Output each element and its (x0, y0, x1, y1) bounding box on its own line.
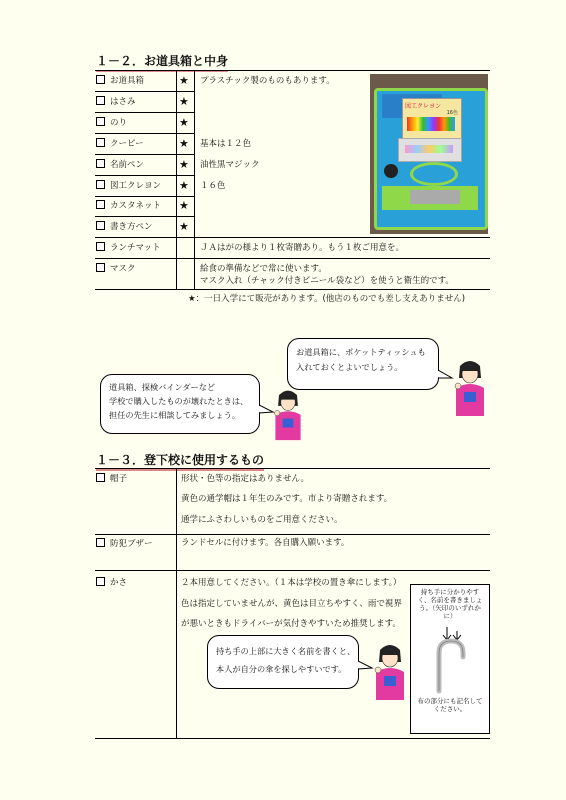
star-mark: ★ (179, 199, 189, 212)
star-mark: ★ (179, 220, 189, 233)
teacher-illustration (450, 358, 490, 416)
table-row (96, 138, 144, 150)
table-row (96, 221, 153, 233)
speech-bubble-umbrella (207, 635, 359, 689)
item-note: 黄色の通学帽は１年生のみです。市より寄贈されます。 (181, 494, 393, 504)
item-note: 給食の準備などで常に使います。 (200, 264, 327, 274)
umbrella-naming-diagram (410, 584, 490, 734)
table-row (96, 263, 136, 275)
star-mark: ★ (179, 95, 189, 108)
table-row (96, 180, 161, 192)
star-mark: ★ (179, 158, 189, 171)
umbrella-instruction-bottom: 布の部分にも記名してください。 (417, 697, 483, 713)
item-label: 防犯ブザー (110, 539, 153, 549)
teacher-illustration (370, 642, 410, 700)
table-row (96, 200, 161, 212)
item-label: 書き方ペン (110, 222, 153, 232)
item-label: 帽子 (110, 474, 128, 484)
item-label: のり (110, 118, 128, 128)
item-note: 通学にふさわしいものをご用意ください。 (181, 515, 343, 525)
item-label: マスク (110, 264, 136, 274)
table-row (96, 473, 127, 485)
item-note: 色は指定していませんが、黄色は目立ちやすく、雨で視界 (181, 599, 402, 609)
item-note: マスク入れ（チャック付きビニール袋など）を使うと衛生的です。 (200, 276, 454, 286)
item-note: 形状・色等の指定はありません。 (181, 474, 310, 484)
table-row (96, 159, 144, 171)
crayon-box-label: 図工クレヨン (405, 103, 442, 110)
item-label: 名前ペン (110, 160, 145, 170)
item-note: １６色 (200, 181, 226, 191)
bubble-text: 持ち手の上部に大きく名前を書くと、 (216, 646, 356, 656)
speech-bubble-tissue (287, 338, 439, 390)
star-mark: ★ (179, 179, 189, 192)
bubble-text: 学校で購入したものが壊れたときは、 (109, 396, 249, 406)
item-note: 油性黒マジック (200, 160, 260, 170)
table-row (96, 242, 161, 254)
section-2-title: １－３．登下校に使用するもの (96, 451, 264, 471)
item-label: お道具箱 (110, 76, 145, 86)
table-row (96, 117, 127, 129)
item-label: 図工クレヨン (110, 181, 162, 191)
star-mark: ★ (179, 137, 189, 150)
item-note: が悪いときもドライバーが気付きやすいため推奨します。 (181, 619, 401, 629)
star-mark: ★ (179, 116, 189, 129)
star-mark: ★ (179, 74, 189, 87)
item-note: ２本用意してください。（１本は学校の置き傘にします。） (181, 578, 402, 588)
item-note: ランドセルに付けます。各自購入願います。 (181, 538, 350, 548)
item-label: はさみ (110, 97, 136, 107)
teacher-illustration (270, 386, 306, 442)
item-note: ＪＡはがの様より１枚寄贈あり。もう１枚ご用意を。 (200, 243, 405, 253)
footnote: ★：一日入学にて販売があります。(他店のものでも差し支えありません) (188, 294, 466, 304)
item-note: 基本は１２色 (200, 139, 252, 149)
bubble-text: 入れておくとよいでしょう。 (296, 362, 403, 372)
table-row (96, 96, 136, 108)
umbrella-instruction-top: 持ち手に分かりやすく、名前を書きましょう。（矢印のいずれかに） (417, 588, 483, 620)
table-row (96, 577, 127, 589)
item-label: カスタネット (110, 201, 162, 211)
section-1-title: １－２．お道具箱と中身 (96, 52, 228, 72)
bubble-text: 担任の先生に相談してみましょう。 (109, 410, 241, 420)
item-label: クーピー (110, 139, 144, 149)
item-note: プラスチック製のものもあります。 (200, 76, 335, 86)
item-label: かさ (110, 578, 128, 588)
item-label: ランチマット (110, 243, 161, 253)
bubble-text: お道具箱に、ポケットティッシュも (296, 347, 426, 357)
bubble-text: 道具箱、探検バインダーなど (109, 382, 216, 392)
bubble-text: 本人が自分の傘を探しやすいです。 (216, 664, 347, 674)
toolbox-photo (370, 74, 488, 234)
table-row (96, 75, 144, 87)
table-row (96, 538, 153, 550)
crayon-box-count: 16色 (446, 110, 458, 116)
speech-bubble-broken-items (100, 374, 260, 434)
